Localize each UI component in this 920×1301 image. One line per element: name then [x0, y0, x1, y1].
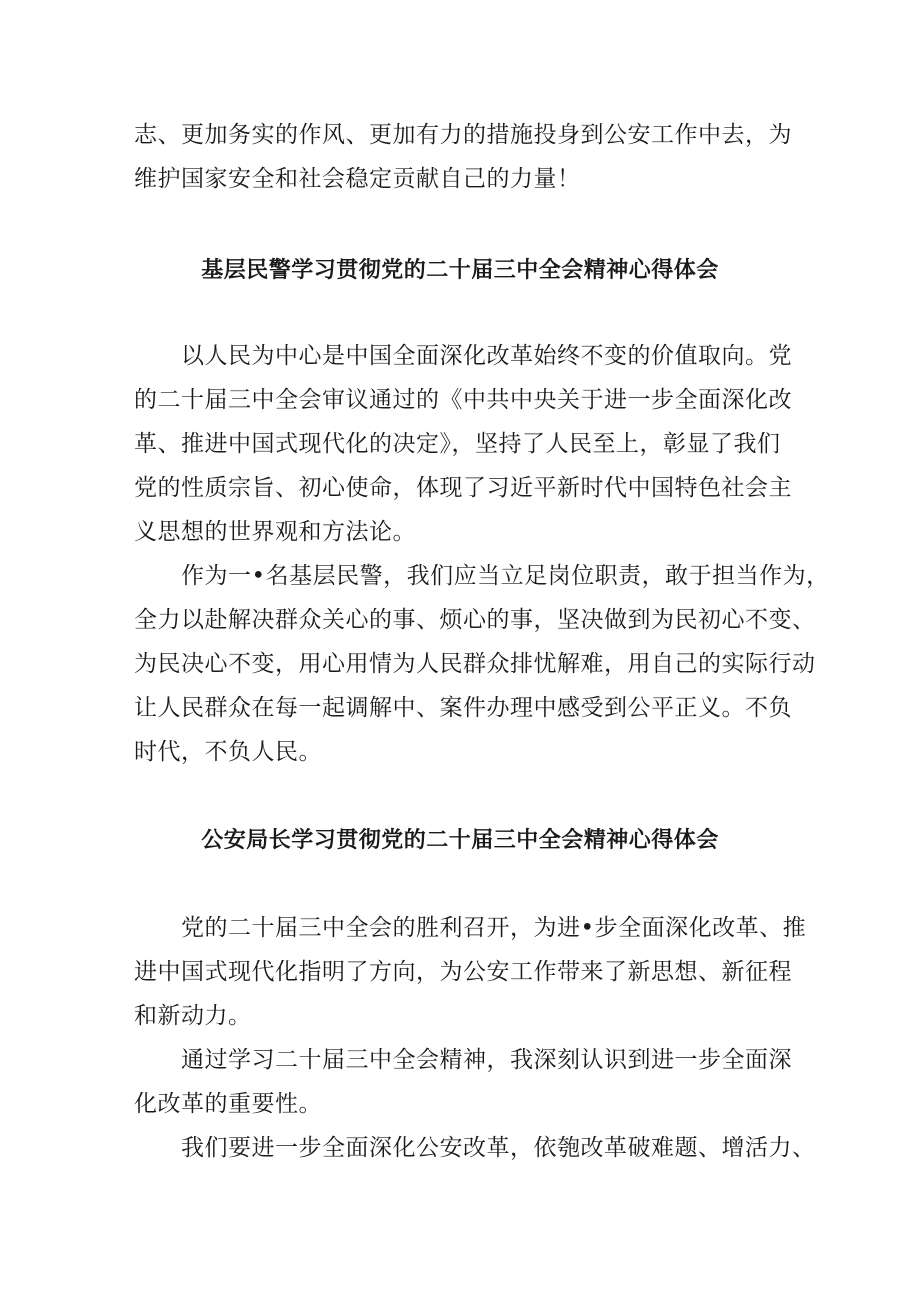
text-line: 让人民群众在每一起调解中、案件办理中感受到公平正义。不负 [134, 695, 792, 721]
section-heading-police-officer: 基层民警学习贯彻党的二十届三中全会精神心得体会 [201, 258, 719, 283]
text-line: 时代，不负人民。 [134, 739, 322, 765]
text-line: 进中国式现代化指明了方向，为公安工作带来了新思想、新征程 [134, 959, 792, 985]
text-line: 的二十届三中全会审议通过的《中共中央关于进一步全面深化改 [134, 387, 792, 413]
continued-paragraph [134, 113, 804, 201]
paragraph [134, 554, 830, 774]
text-line: 我们要进一步全面深化公安改革，依匏改革破难题、增活力、 [134, 1135, 816, 1161]
text-line: 革、推进中国式现代化的决定》，坚持了人民至上，彰显了我们 [134, 431, 781, 457]
text-line: 志、更加务实的作风、更加有力的措施投身到公安工作中去，为 [134, 122, 792, 148]
text-line: 和新动力。 [134, 1003, 252, 1029]
paragraph [134, 906, 807, 1038]
text-line: 通过学习二十届三中全会精神，我深刻认识到进一步全面深 [134, 1047, 792, 1073]
text-line: 作为一•名基层民警，我们应当立足岗位职责，敢于担当作为， [134, 563, 830, 589]
text-line: 以人民为中心是中国全面深化改革始终不变的价值取向。党 [134, 343, 792, 369]
text-line: 义思想的世界观和方法论。 [134, 519, 416, 545]
text-line: 为民决心不变，用心用情为人民群众排忧解难，用自己的实际行动 [134, 651, 816, 677]
paragraph [134, 334, 804, 554]
paragraph [134, 1126, 816, 1170]
text-line: 维护国家安全和社会稳定贡献自己的力量！ [134, 166, 581, 192]
text-line: 党的性质宗旨、初心使命，体现了习近平新时代中国特色社会主 [134, 475, 792, 501]
paragraph [134, 1038, 804, 1126]
section-heading-bureau-chief: 公安局长学习贯彻党的二十届三中全会精神心得体会 [201, 828, 719, 853]
text-line: 全力以赴解决群众关心的事、烦心的事，坚决做到为民初心不变、 [134, 607, 816, 633]
text-line: 党的二十届三中全会的胜利召开，为进•步全面深化改革、推 [134, 915, 807, 941]
text-line: 化改革的重要性。 [134, 1091, 322, 1117]
